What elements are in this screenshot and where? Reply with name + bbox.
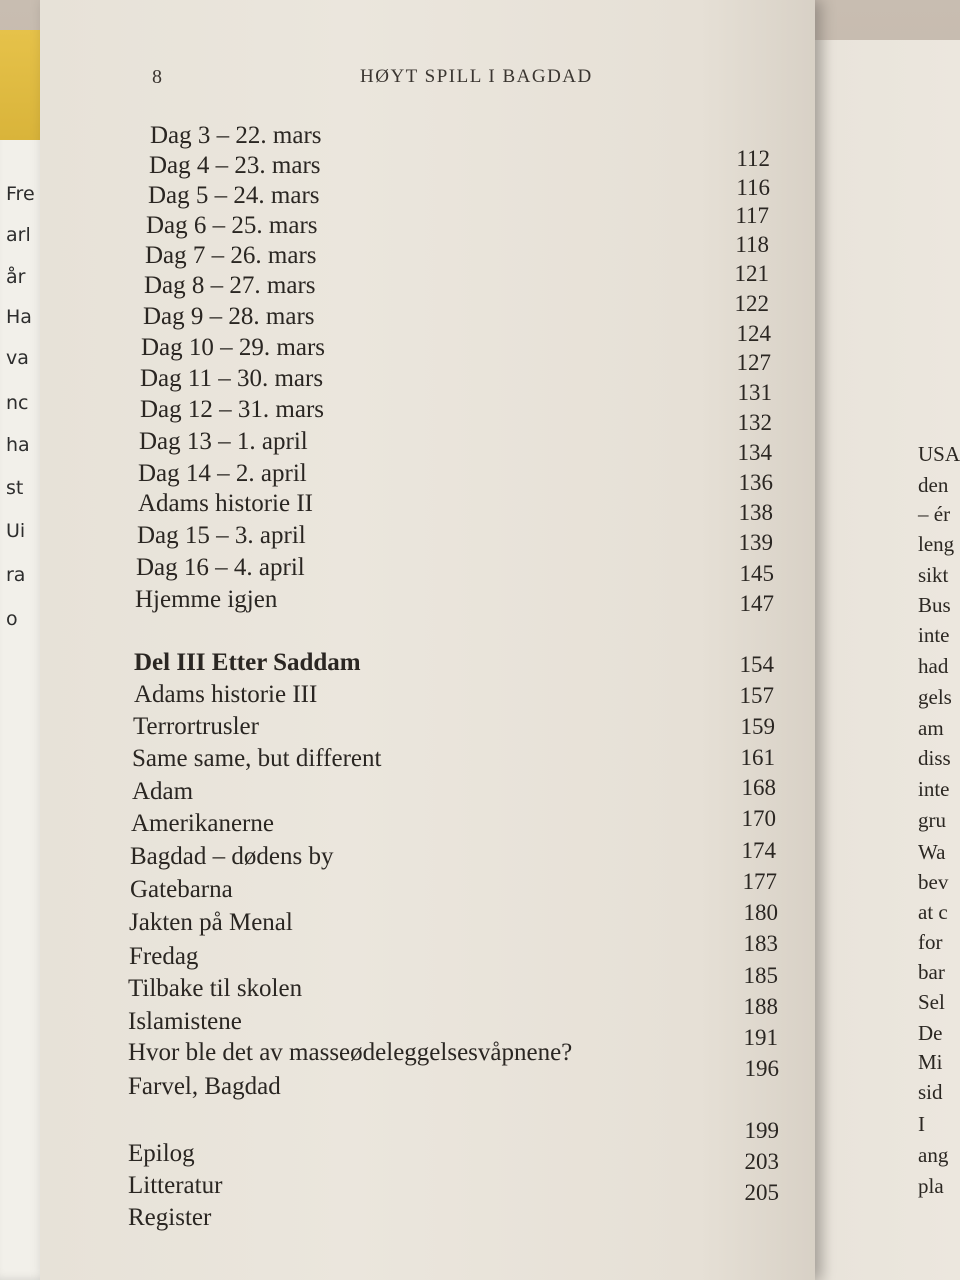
right-page-text-fragment: gru bbox=[918, 808, 946, 832]
right-page-text-fragment: Sel bbox=[918, 990, 945, 1014]
toc-page-number: 116 bbox=[736, 175, 770, 200]
left-book-text-fragment: arl bbox=[6, 224, 31, 246]
toc-page-number: 183 bbox=[743, 931, 778, 956]
right-page-text-fragment: sikt bbox=[918, 563, 949, 587]
right-page-text-fragment: pla bbox=[918, 1174, 944, 1198]
toc-entry-title: Same same, but different bbox=[132, 745, 382, 772]
toc-page-number: 191 bbox=[743, 1025, 778, 1050]
right-page-text-fragment: at c bbox=[918, 900, 948, 924]
right-page-text-fragment: bar bbox=[918, 960, 945, 984]
toc-entry-title: Dag 13 – 1. april bbox=[139, 428, 308, 455]
toc-entry-title: Hjemme igjen bbox=[135, 586, 278, 613]
left-book-text-fragment: va bbox=[6, 347, 29, 369]
toc-entry-title: Terrortrusler bbox=[133, 713, 259, 740]
toc-page-number: 196 bbox=[744, 1056, 779, 1081]
toc-entry-title: Dag 12 – 31. mars bbox=[140, 396, 324, 423]
right-page-edge bbox=[800, 40, 960, 1280]
right-page-text-fragment: leng bbox=[918, 532, 955, 556]
toc-entry-title: Dag 15 – 3. april bbox=[137, 522, 306, 549]
right-page-text-fragment: inte bbox=[918, 623, 950, 647]
toc-entry-title: Dag 4 – 23. mars bbox=[149, 152, 321, 179]
toc-entry-title: Adams historie III bbox=[134, 681, 318, 708]
toc-page-number: 157 bbox=[739, 683, 774, 708]
toc-page-number: 139 bbox=[738, 530, 773, 555]
toc-page-number: 188 bbox=[743, 994, 778, 1019]
toc-page-number: 180 bbox=[743, 900, 778, 925]
toc-page-number: 205 bbox=[744, 1180, 779, 1205]
toc-page-number: 124 bbox=[736, 321, 771, 346]
left-book-text-fragment: Ha bbox=[6, 306, 32, 328]
toc-page-number: 145 bbox=[739, 561, 774, 586]
toc-page-number: 136 bbox=[738, 470, 773, 495]
right-page-text-fragment: den bbox=[918, 473, 949, 497]
right-page-text-fragment: Bus bbox=[918, 593, 951, 617]
toc-page-number: 147 bbox=[739, 591, 774, 616]
toc-entry-title: Dag 6 – 25. mars bbox=[146, 212, 318, 239]
right-page-text-fragment: am bbox=[918, 716, 944, 740]
left-book-text-fragment: st bbox=[6, 477, 24, 499]
running-head: HØYT SPILL I BAGDAD bbox=[360, 66, 593, 87]
right-page-text-fragment: Wa bbox=[918, 840, 946, 864]
toc-page-number: 122 bbox=[734, 291, 769, 316]
toc-page-number: 159 bbox=[740, 714, 775, 739]
toc-entry-title: Epilog bbox=[128, 1140, 195, 1167]
left-book-text-fragment: år bbox=[6, 266, 26, 288]
page-number: 8 bbox=[152, 66, 162, 88]
toc-entry-title: Dag 11 – 30. mars bbox=[140, 365, 324, 392]
toc-entry-title: Dag 16 – 4. april bbox=[136, 554, 305, 581]
right-page-text-fragment: De bbox=[918, 1021, 943, 1045]
toc-page-number: 161 bbox=[740, 745, 775, 770]
toc-entry-title: Adam bbox=[132, 778, 194, 805]
book-page bbox=[40, 0, 815, 1280]
toc-page-number: 132 bbox=[737, 410, 772, 435]
toc-entry-title: Hvor ble det av masseødeleggelsesvåpnene? bbox=[128, 1039, 573, 1066]
toc-entry-title: Gatebarna bbox=[130, 876, 233, 903]
right-page-text-fragment: Mi bbox=[918, 1050, 943, 1074]
right-page-text-fragment: for bbox=[918, 930, 943, 954]
toc-page-number: 170 bbox=[741, 806, 776, 831]
right-page-text-fragment: diss bbox=[918, 746, 951, 770]
left-book-text-fragment: nc bbox=[6, 392, 29, 414]
toc-entry-title: Farvel, Bagdad bbox=[128, 1073, 281, 1100]
right-page-text-fragment: ang bbox=[918, 1143, 949, 1167]
right-page-text-fragment: sid bbox=[918, 1080, 943, 1104]
toc-entry-title: Amerikanerne bbox=[131, 810, 274, 837]
toc-page-number: 138 bbox=[738, 500, 773, 525]
toc-page-number: 177 bbox=[742, 869, 777, 894]
right-page-text-fragment: I bbox=[918, 1112, 925, 1136]
left-book-text-fragment: ra bbox=[6, 564, 26, 586]
toc-entry-title: Bagdad – dødens by bbox=[130, 843, 334, 870]
toc-page-number: 185 bbox=[743, 963, 778, 988]
right-page-text-fragment: gels bbox=[918, 685, 952, 709]
left-book-text-fragment: Fre bbox=[6, 183, 35, 205]
toc-entry-title: Adams historie II bbox=[138, 490, 313, 517]
right-page-text-fragment: USA bbox=[918, 442, 960, 466]
left-book-text-fragment: ha bbox=[6, 434, 30, 456]
toc-page-number: 154 bbox=[739, 652, 774, 677]
right-page-text-fragment: had bbox=[918, 654, 949, 678]
toc-entry-title: Tilbake til skolen bbox=[128, 975, 303, 1002]
toc-entry-title: Jakten på Menal bbox=[129, 909, 293, 936]
toc-entry-title: Fredag bbox=[129, 943, 199, 970]
left-book-text-fragment: o bbox=[6, 608, 18, 630]
toc-page-number: 127 bbox=[736, 350, 771, 375]
toc-entry-title: Dag 5 – 24. mars bbox=[148, 182, 320, 209]
right-page-text-fragment: – ér bbox=[918, 502, 951, 526]
toc-page-number: 168 bbox=[741, 775, 776, 800]
toc-page-number: 131 bbox=[737, 380, 772, 405]
right-page-text-fragment: bev bbox=[918, 870, 949, 894]
toc-entry-title: Islamistene bbox=[128, 1008, 242, 1035]
toc-entry-title: Register bbox=[128, 1204, 212, 1231]
toc-entry-title: Litteratur bbox=[128, 1172, 223, 1199]
toc-entry-title: Dag 7 – 26. mars bbox=[145, 242, 317, 269]
toc-page-number: 134 bbox=[737, 440, 772, 465]
toc-entry-title: Dag 10 – 29. mars bbox=[141, 334, 325, 361]
toc-page-number: 203 bbox=[744, 1149, 779, 1174]
toc-page-number: 112 bbox=[736, 146, 770, 171]
right-page-text-fragment: inte bbox=[918, 777, 950, 801]
toc-entry-title: Dag 14 – 2. april bbox=[138, 460, 307, 487]
toc-entry-title: Dag 8 – 27. mars bbox=[144, 272, 316, 299]
toc-page-number: 199 bbox=[744, 1118, 779, 1143]
toc-entry-title: Del III Etter Saddam bbox=[134, 649, 361, 676]
left-book-text-fragment: Ui bbox=[6, 520, 26, 542]
toc-page-number: 121 bbox=[734, 261, 769, 286]
toc-entry-title: Dag 9 – 28. mars bbox=[143, 303, 315, 330]
toc-page-number: 118 bbox=[735, 232, 769, 257]
toc-page-number: 174 bbox=[741, 838, 776, 863]
toc-page-number: 117 bbox=[735, 203, 769, 228]
toc-entry-title: Dag 3 – 22. mars bbox=[150, 122, 322, 149]
